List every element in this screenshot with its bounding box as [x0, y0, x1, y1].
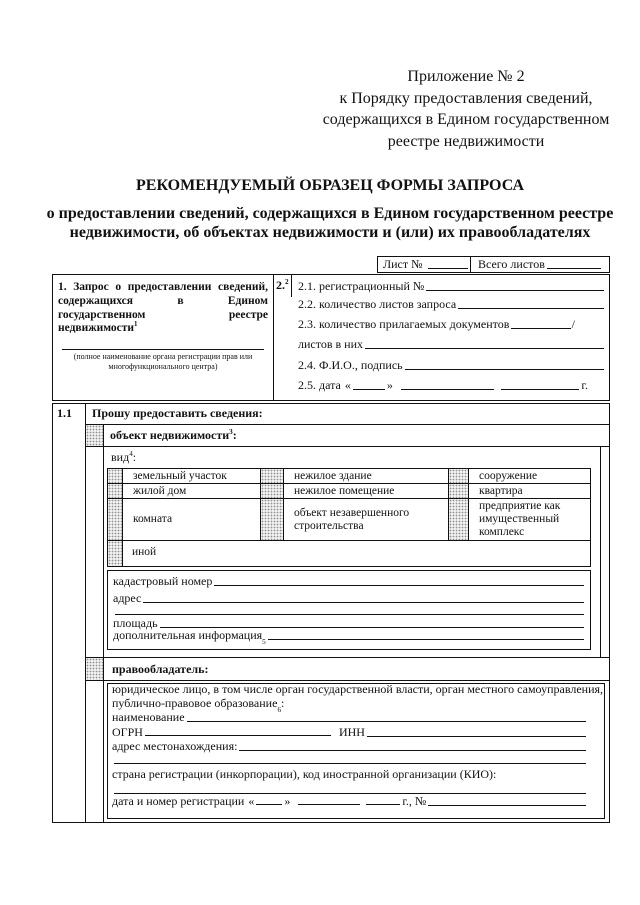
registry-body-name-field[interactable]	[62, 349, 264, 350]
legal-entity-line-2: публично-правовое образование 6 :	[112, 696, 285, 714]
kind-option-unfinished-construction: объект незавершенного строительства	[284, 499, 449, 541]
property-kind-grid	[107, 468, 591, 541]
kind-option-apartment: квартира	[469, 484, 591, 499]
cadastral-number-field[interactable]	[214, 585, 584, 586]
kind-checkbox-land[interactable]	[108, 469, 123, 484]
kind-checkbox-enterprise[interactable]	[449, 499, 469, 541]
country-row	[112, 768, 587, 781]
form-subtitle	[30, 204, 630, 242]
section-1-line-1: 1. Запрос о предоставлении сведений,	[58, 281, 268, 293]
extra-info-field[interactable]	[268, 639, 584, 640]
cadastral-number-label: кадастровый номер	[113, 574, 213, 588]
caption-line-2: многофункционального центра)	[108, 362, 218, 371]
registration-year-number-label: г., №	[402, 794, 427, 808]
date-quote-open: «	[344, 378, 351, 392]
kind-option-residential-house: жилой дом	[123, 484, 261, 499]
sheet-number-field[interactable]	[428, 268, 468, 269]
legal-entity-colon: :	[281, 696, 285, 710]
registration-quote-open: «	[248, 794, 255, 808]
registration-quote-close: »	[284, 794, 291, 808]
appendix-line-2: к Порядку предоставления сведений,	[339, 89, 593, 107]
area-label: площадь	[113, 616, 158, 630]
total-sheets-cell	[478, 257, 602, 272]
appendix-header	[318, 66, 614, 152]
registration-year-field[interactable]	[366, 804, 400, 805]
entity-name-field[interactable]	[187, 721, 586, 722]
legal-entity-text-1: юридическое лицо, в том числе орган государственной власти, орган местного самоуправления,	[112, 682, 604, 696]
fio-signature-field[interactable]	[405, 369, 604, 370]
object-header-line	[103, 446, 610, 447]
registration-day-field[interactable]	[256, 804, 282, 805]
object-area-right-line	[600, 446, 601, 657]
extra-info-label: дополнительная информация	[113, 628, 263, 642]
legal-entity-text-2: публично-правовое образование	[112, 696, 278, 710]
date-year-suffix: г.	[581, 378, 588, 392]
inn-label: ИНН	[338, 725, 365, 739]
kind-label	[111, 450, 136, 465]
request-header-line	[85, 424, 610, 425]
appendix-line-1: Приложение № 2	[407, 68, 525, 85]
attached-docs-label: 2.3. количество прилагаемых документов	[298, 317, 510, 331]
kind-option-other: иной	[132, 546, 157, 558]
kind-other-row	[107, 541, 591, 567]
date-month-field[interactable]	[401, 389, 495, 390]
registration-number-row	[298, 279, 605, 294]
registration-date-row	[112, 795, 587, 808]
sheets-in-docs-field[interactable]	[365, 348, 604, 349]
entity-address-row	[112, 740, 587, 753]
address-field[interactable]	[143, 602, 584, 603]
holder-checkbox[interactable]	[85, 657, 104, 681]
request-sheets-label: 2.2. количество листов запроса	[298, 297, 457, 311]
sheets-in-docs-row	[298, 337, 605, 352]
country-label: страна регистрации (инкорпорации), код иностранной организации (КИО):	[112, 767, 497, 781]
kind-option-nonresidential-building: нежилое здание	[284, 469, 449, 484]
request-number-column-line	[85, 403, 86, 823]
object-label-colon: :	[232, 428, 237, 442]
ogrn-label: ОГРН	[112, 725, 143, 739]
subtitle-line-2: недвижимости, об объектах недвижимости и (или) их правообладателях	[69, 224, 591, 241]
appendix-line-3: содержащихся в Едином государственном	[322, 111, 610, 128]
section-1-line-4	[58, 322, 268, 336]
section-2-number	[276, 278, 289, 293]
kind-checkbox-residential-house[interactable]	[108, 484, 123, 499]
registration-number-field[interactable]	[426, 290, 604, 291]
attached-docs-field[interactable]	[511, 328, 570, 329]
date-row	[298, 378, 588, 393]
request-sheets-row	[298, 297, 605, 312]
registry-body-caption	[56, 352, 270, 372]
date-day-field[interactable]	[353, 389, 385, 390]
object-label-text: объект недвижимости	[110, 428, 230, 442]
entity-address-continuation-row	[112, 753, 587, 766]
address-continuation-field[interactable]	[115, 614, 584, 615]
form-title: РЕКОМЕНДУЕМЫЙ ОБРАЗЕЦ ФОРМЫ ЗАПРОСА	[136, 177, 524, 194]
ogrn-field[interactable]	[145, 735, 331, 736]
request-sheets-field[interactable]	[458, 308, 604, 309]
footnote-1-marker: 1	[134, 321, 138, 329]
footnote-4-marker: 4	[129, 450, 133, 458]
subtitle-line-1: о предоставлении сведений, содержащихся в Едином государственном реестре	[46, 205, 614, 222]
checkbox-column-line	[103, 424, 104, 823]
kind-option-nonresidential-premises: нежилое помещение	[284, 484, 449, 499]
attached-docs-slash: /	[571, 317, 575, 331]
request-number: 1.1	[57, 406, 72, 420]
kind-checkbox-nonresidential-premises[interactable]	[261, 484, 284, 499]
kind-label-colon: :	[132, 450, 137, 464]
section-1-line-4-text: недвижимости	[58, 322, 135, 335]
section-2-number-divider	[291, 274, 292, 297]
total-sheets-field[interactable]	[547, 268, 601, 269]
kind-option-room: комната	[123, 499, 261, 541]
footnote-3-marker: 3	[229, 428, 233, 436]
ogrn-inn-row	[112, 726, 587, 739]
cadastral-number-row	[113, 575, 585, 588]
fio-signature-label: 2.4. Ф.И.О., подпись	[298, 358, 403, 372]
holder-header-bottom-line	[103, 680, 610, 681]
sheet-number-cell	[383, 257, 469, 272]
footnote-2-marker: 2	[285, 278, 289, 286]
address-continuation-row	[113, 604, 585, 617]
registration-month-field[interactable]	[298, 804, 360, 805]
registration-number-value-field[interactable]	[428, 805, 586, 806]
legal-entity-line-1	[112, 683, 604, 696]
registration-date-label: дата и номер регистрации	[112, 794, 245, 808]
holder-label: правообладатель:	[112, 662, 209, 676]
kind-checkbox-nonresidential-building[interactable]	[261, 469, 284, 484]
address-label: адрес	[113, 591, 142, 605]
section-1-line-2: содержащихся в Едином	[58, 294, 268, 307]
appendix-line-4: реестре недвижимости	[387, 132, 545, 150]
inn-field[interactable]	[367, 736, 586, 737]
sheet-counter-box	[377, 256, 610, 273]
kind-checkbox-room[interactable]	[108, 499, 123, 541]
kind-option-enterprise: предприятие как имущественный комплекс	[469, 499, 591, 541]
kind-option-structure: сооружение	[469, 469, 591, 484]
entity-name-label: наименование	[112, 710, 185, 724]
total-sheets-label: Всего листов	[478, 257, 545, 271]
entity-address-label: адрес местонахождения:	[112, 739, 238, 753]
sheet-number-label: Лист №	[383, 257, 423, 271]
date-label: 2.5. дата	[298, 378, 341, 392]
kind-checkbox-apartment[interactable]	[449, 484, 469, 499]
entity-address-continuation-field[interactable]	[114, 763, 586, 764]
kind-checkbox-structure[interactable]	[449, 469, 469, 484]
object-label	[110, 428, 237, 443]
date-quote-close: »	[386, 378, 393, 392]
kind-option-land: земельный участок	[123, 469, 261, 484]
section-1-text	[58, 281, 268, 336]
section-divider	[273, 274, 274, 401]
fio-signature-row	[298, 358, 605, 373]
attached-docs-row	[298, 317, 605, 332]
date-year-field[interactable]	[501, 389, 579, 390]
kind-checkbox-other[interactable]	[108, 541, 123, 566]
section-1-line-3: государственном реестре	[58, 308, 268, 321]
request-label: Прошу предоставить сведения:	[92, 406, 263, 420]
kind-checkbox-unfinished-construction[interactable]	[261, 499, 284, 541]
extra-info-row: дополнительная информация 5	[113, 629, 585, 642]
entity-name-row	[112, 711, 587, 724]
entity-address-field[interactable]	[239, 750, 586, 751]
holder-header-top-line	[85, 657, 610, 658]
caption-line-1: (полное наименование органа регистрации прав или	[73, 352, 253, 361]
registration-number-label: 2.1. регистрационный №	[298, 279, 425, 293]
section-2-number-text: 2.	[276, 278, 285, 292]
object-checkbox[interactable]	[85, 424, 104, 447]
kind-label-text: вид	[111, 450, 130, 464]
sheet-divider	[470, 257, 471, 272]
sheets-in-docs-label: листов в них	[298, 337, 363, 351]
